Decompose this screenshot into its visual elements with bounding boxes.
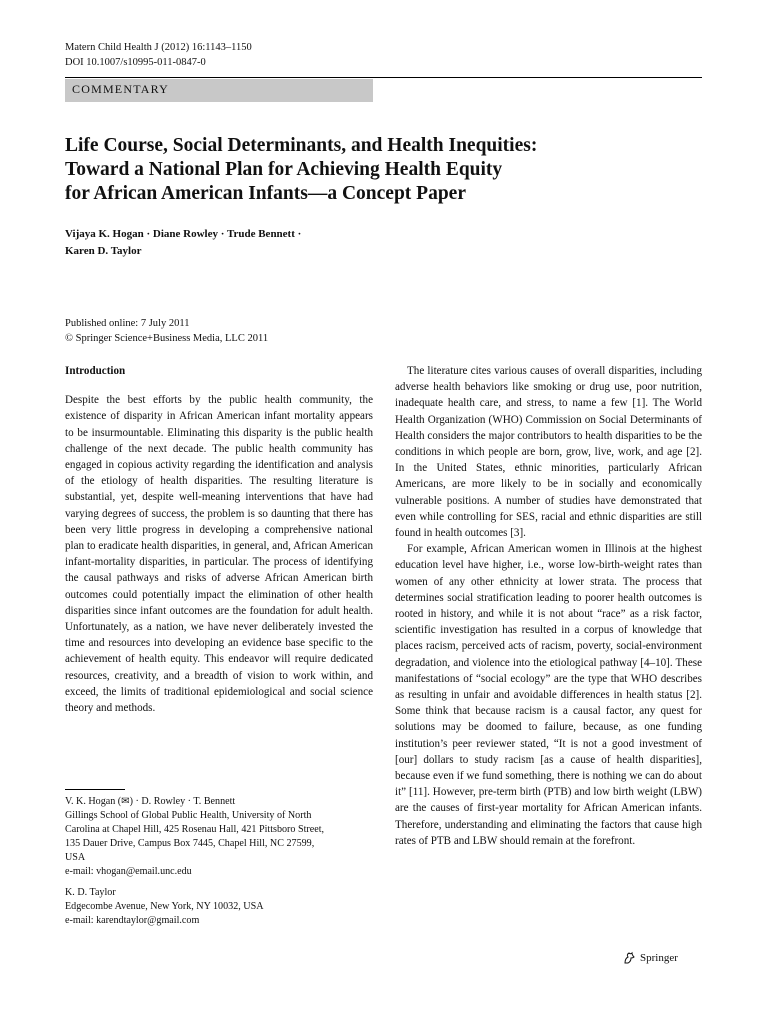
- title-line: for African American Infants—a Concept Paper: [65, 183, 466, 204]
- publisher-logo: [622, 951, 678, 965]
- left-column: [65, 363, 373, 716]
- email-line[interactable]: e-mail: vhogan@email.unc.edu: [65, 866, 192, 877]
- affiliation-block: [65, 886, 365, 928]
- publisher-name: Springer: [640, 952, 678, 964]
- copyright: © Springer Science+Business Media, LLC 2011: [65, 333, 269, 344]
- affiliation-line: 135 Dauer Drive, Campus Box 7445, Chapel Hill, NC 27599,: [65, 838, 315, 849]
- publication-info: [65, 316, 268, 346]
- doi: DOI 10.1007/s10995-011-0847-0: [65, 57, 206, 68]
- body-paragraph: Despite the best efforts by the public health community, the existence of disparity in African American infant mortality appears to be insurmountable. Eliminating this disparity is the public health challenge of the next decade. The public health community has engaged in copious activity regarding the identification and analysis of the etiology of health disparities. The resulting literature is substantial, yet, despite well-meaning interventions that have had varying degrees of success, the problem is so daunting that there has been very little progress in developing a comprehensive national plan to eradicate health disparities, in general, and, African American infant-mortality disparities, in particular. The process of identifying the causal pathways and risks of adverse African American birth outcomes could potentially impact the elimination of other health disparities since infant outcomes are the foundation for adult health. Unfortunately, as a nation, we have never deliberately invested the time and resources into developing an evidence base specific to the achievement of health equity. This endeavor will require dedicated resources, creativity, and a breadth of vision to work within, and exceed, the limits of traditional epidemiological and social science theory and methods.: [65, 394, 373, 715]
- published-date: Published online: 7 July 2011: [65, 318, 190, 329]
- affiliation-line: K. D. Taylor: [65, 887, 116, 898]
- affiliation-line: Gillings School of Global Public Health, University of North: [65, 810, 312, 821]
- email-line[interactable]: e-mail: karendtaylor@gmail.com: [65, 915, 200, 926]
- section-heading: Introduction: [65, 365, 126, 377]
- author-list: [65, 226, 395, 260]
- body-paragraph: The literature cites various causes of overall disparities, including adverse health behaviors like smoking or drug use, poor nutrition, inadequate health care, and stress, to name a few [1]. The World Health Organization (WHO) Commission on Social Determinants of Health considers the major contributors to health disparities to be the conditions in which people are born, grow, live, work, and age [2]. In the United States, ethnic minorities, particularly African Americans, are more likely to be in socially and economically vulnerable positions. A number of studies have demonstrated that even while controlling for SES, racial and ethnic disparities are still found in health outcomes [3].: [395, 365, 702, 540]
- springer-horse-icon: [622, 951, 636, 965]
- affiliation-line: Carolina at Chapel Hill, 425 Rosenau Hall, 421 Pittsboro Street,: [65, 824, 325, 835]
- title-line: Life Course, Social Determinants, and Health Inequities:: [65, 135, 538, 156]
- journal-citation: Matern Child Health J (2012) 16:1143–1150: [65, 42, 252, 53]
- section-label-bar: [65, 79, 373, 102]
- section-label: COMMENTARY: [72, 82, 170, 96]
- title-line: Toward a National Plan for Achieving Health Equity: [65, 159, 503, 180]
- authors-line: Karen D. Taylor: [65, 245, 142, 257]
- affiliation-block: [65, 795, 365, 879]
- journal-header: [65, 40, 252, 70]
- article-title: [65, 134, 625, 206]
- affiliation-line: Edgecombe Avenue, New York, NY 10032, USA: [65, 901, 264, 912]
- right-column: [395, 363, 702, 849]
- affiliation-line: V. K. Hogan (✉) · D. Rowley · T. Bennett: [65, 796, 236, 807]
- authors-line: Vijaya K. Hogan · Diane Rowley · Trude Bennett ·: [65, 228, 302, 240]
- footnote-rule: [65, 789, 125, 790]
- affiliation-line: USA: [65, 852, 86, 863]
- header-rule: [65, 77, 702, 78]
- body-paragraph: For example, African American women in Illinois at the highest education level have higher, i.e., worse low-birth-weight rates than women of any other ethnicity at lower strata. The process that determines social stratification leading to poorer health outcomes is rooted in history, and while it is not about “race” as a risk factor, scientific investigation has resulted in a corpus of knowledge that places racism, perceived acts of racism, poverty, social-environment degradation, and violence into the etiological pathway [4–10]. These manifestations of “social ecology” are the type that WHO describes as resulting in unfair and avoidable differences in health status [2]. Some think that because racism is a causal factor, any quest for solutions may be doomed to failure, because, as one funding institution’s peer reviewer stated, “It is not a good investment of [our] dollars to study racism [as a cause of health disparities], because even if we fund something, there is nothing we can do about it” [11]. However, pre-term birth (PTB) and low birth weight (LBW) are the causes of first-year mortality for African American infants. Therefore, understanding and eliminating the factors that cause high rates of PTB and LBW should remain at the forefront.: [395, 543, 702, 847]
